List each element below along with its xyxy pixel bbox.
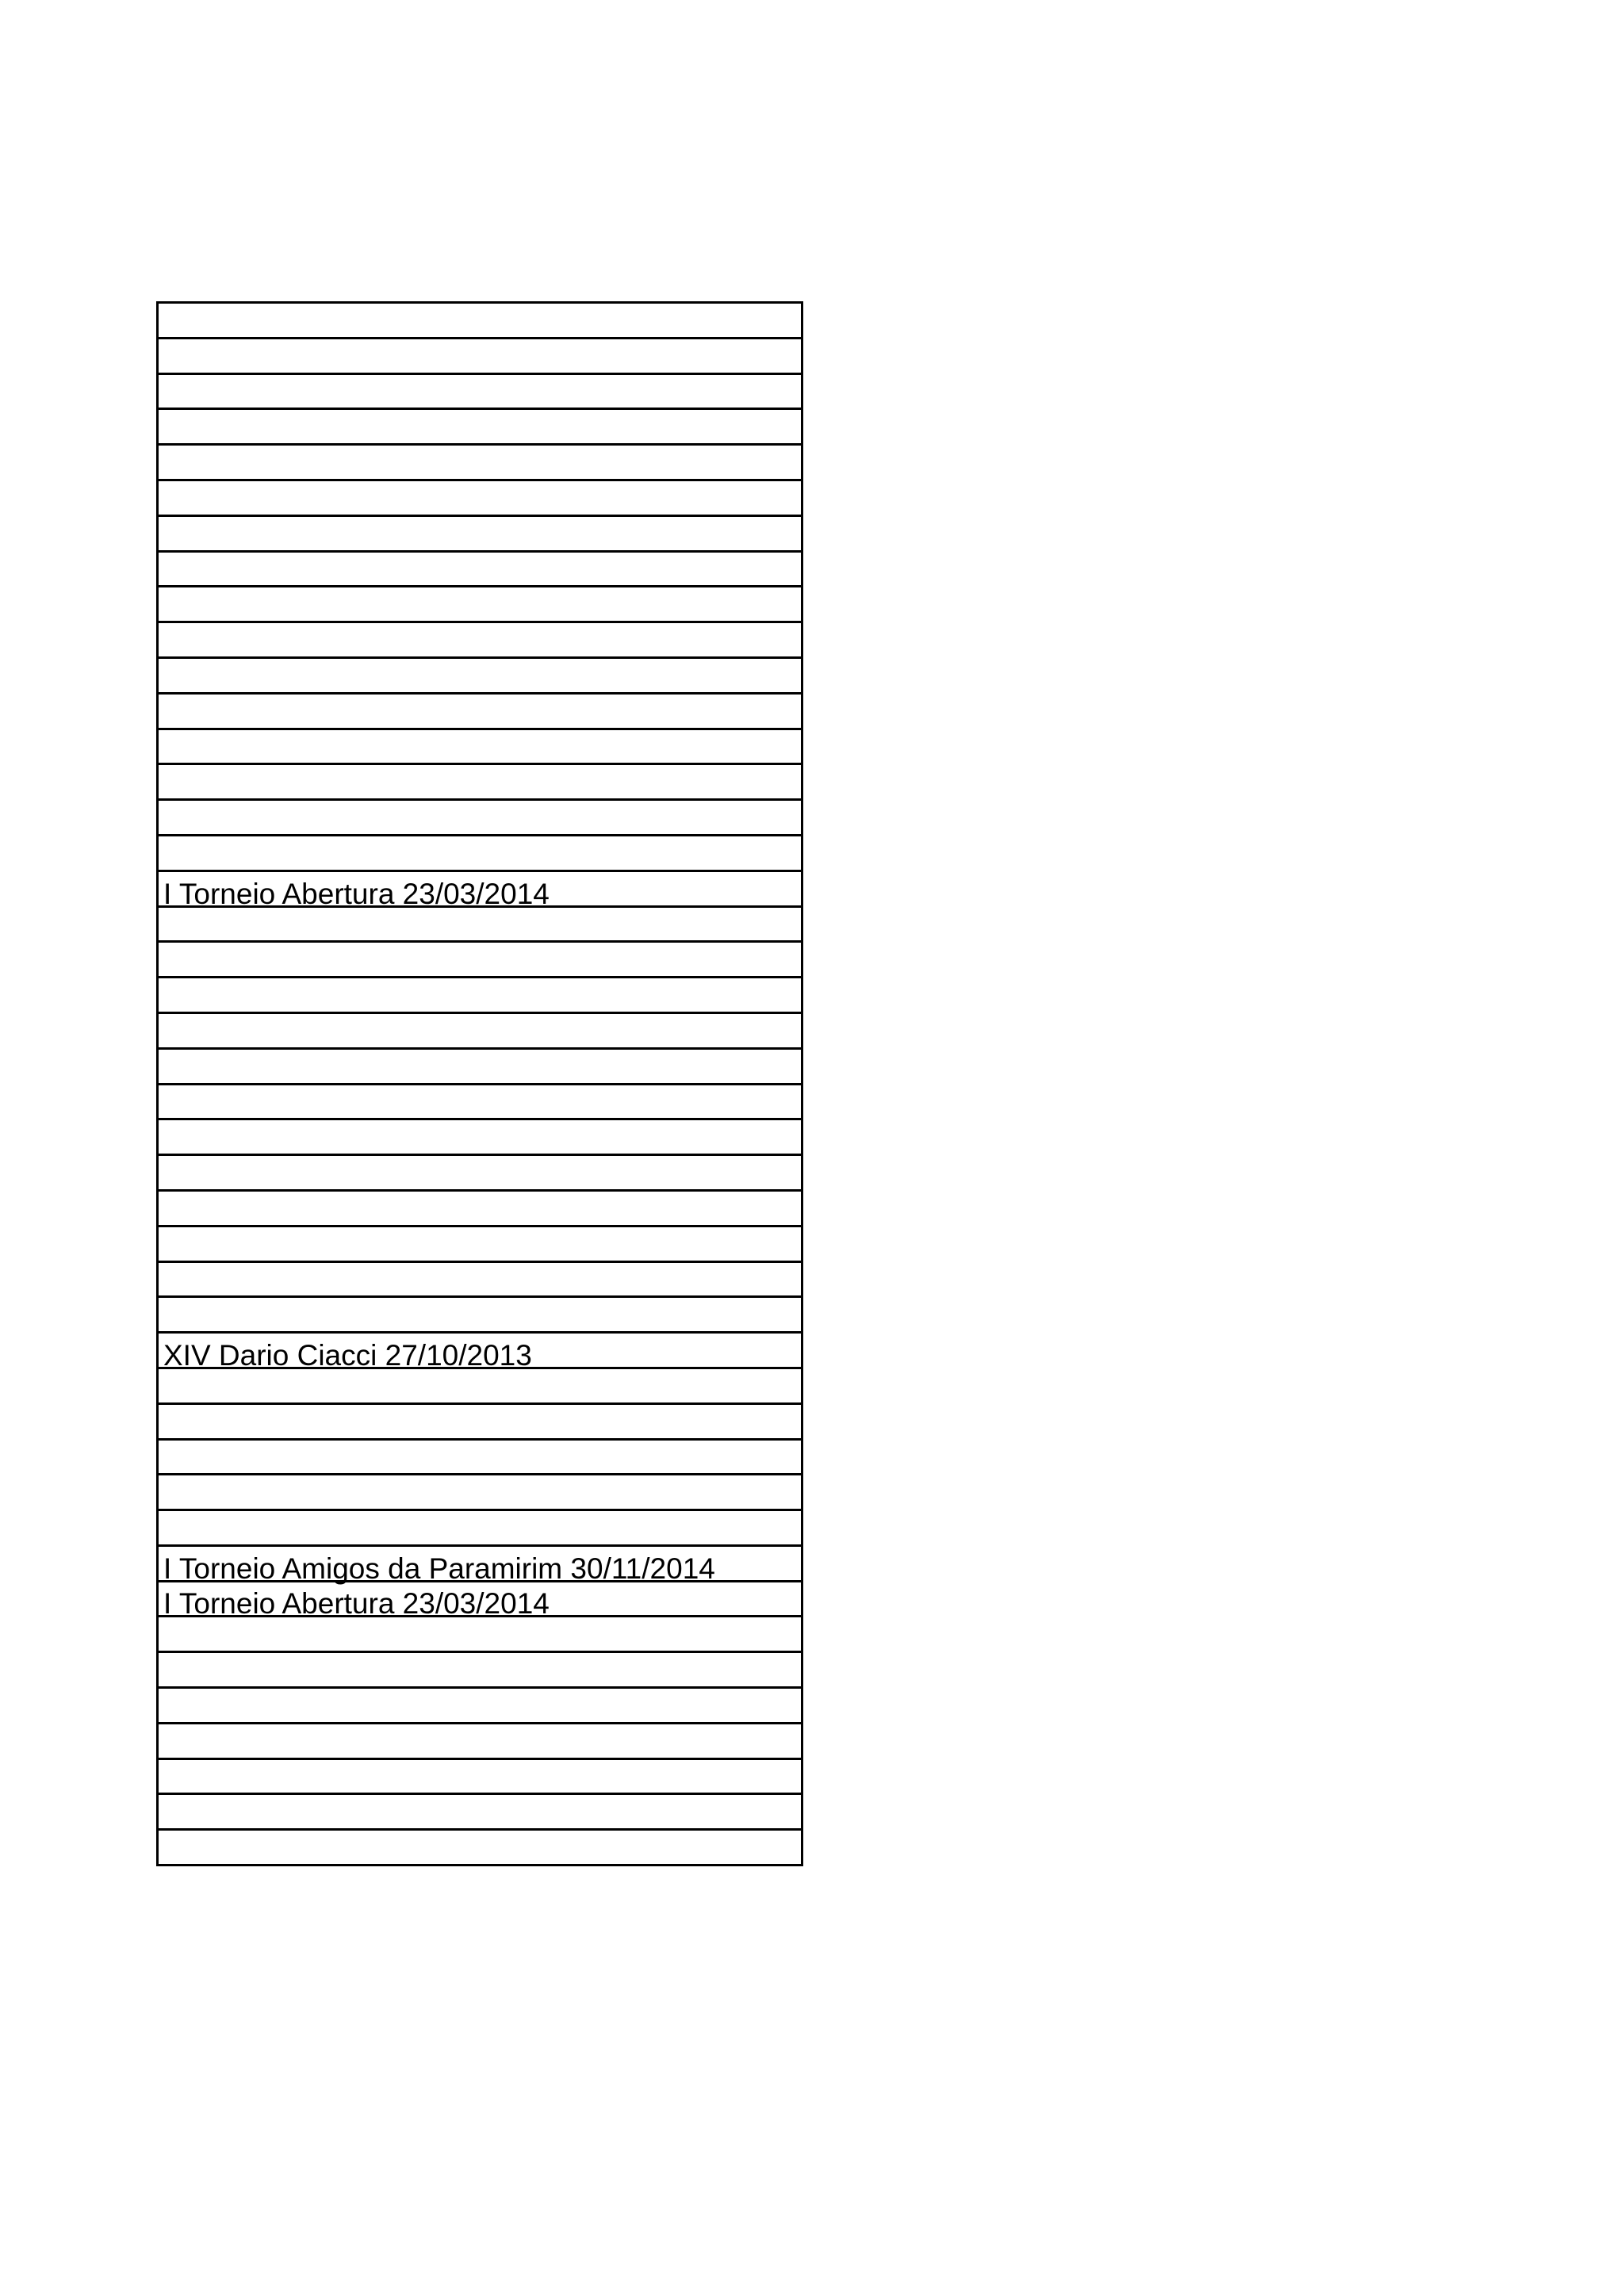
table-cell <box>158 1723 802 1758</box>
table-cell <box>158 1297 802 1333</box>
table-cell <box>158 693 802 729</box>
table-cell <box>158 551 802 587</box>
table-cell <box>158 835 802 871</box>
table-cell <box>158 1261 802 1297</box>
table-row <box>158 1723 802 1758</box>
table-cell <box>158 1545 802 1585</box>
table-row <box>158 871 802 906</box>
table-cell <box>158 587 802 622</box>
table-row <box>158 373 802 409</box>
table-row <box>158 1475 802 1510</box>
table-row <box>158 1048 802 1084</box>
table-cell <box>158 1758 802 1794</box>
table-cell <box>158 373 802 409</box>
table-row <box>158 1688 802 1724</box>
table-row <box>158 1084 802 1119</box>
table-row <box>158 764 802 800</box>
table-cell <box>158 1688 802 1724</box>
table-cell <box>158 445 802 480</box>
table-row <box>158 409 802 445</box>
cell-text: I Torneio Amigos da Paramirim 30/11/2014 <box>163 1552 715 1585</box>
table-row <box>158 1510 802 1546</box>
table-row <box>158 657 802 693</box>
table-cell <box>158 1084 802 1119</box>
table-cell <box>158 906 802 942</box>
table-row <box>158 480 802 515</box>
table-cell <box>158 1617 802 1652</box>
table-cell <box>158 515 802 551</box>
table-row <box>158 587 802 622</box>
table-cell <box>158 764 802 800</box>
table-cell <box>158 871 802 910</box>
table-row <box>158 978 802 1013</box>
table-cell <box>158 1190 802 1226</box>
table-row <box>158 835 802 871</box>
table-cell <box>158 480 802 515</box>
table-row <box>158 1333 802 1368</box>
table-cell <box>158 1830 802 1866</box>
table-cell <box>158 303 802 339</box>
table-cell <box>158 800 802 836</box>
table-row <box>158 693 802 729</box>
table-row <box>158 1439 802 1475</box>
table-row <box>158 942 802 978</box>
table-row <box>158 906 802 942</box>
table-cell <box>158 1439 802 1475</box>
table-cell <box>158 1581 802 1621</box>
table-cell <box>158 1652 802 1688</box>
table-row <box>158 445 802 480</box>
table-row <box>158 1012 802 1048</box>
table-cell <box>158 657 802 693</box>
table-row <box>158 338 802 373</box>
table-cell <box>158 978 802 1013</box>
table-row <box>158 1652 802 1688</box>
table-cell <box>158 338 802 373</box>
table-cell <box>158 1155 802 1191</box>
table-cell <box>158 1368 802 1403</box>
table-row <box>158 1403 802 1439</box>
table-cell <box>158 1226 802 1261</box>
table-row <box>158 1119 802 1155</box>
table-row <box>158 303 802 339</box>
table-cell <box>158 729 802 764</box>
table-cell <box>158 1333 802 1372</box>
table-row <box>158 729 802 764</box>
cell-text: I Torneio Abertura 23/03/2014 <box>163 877 550 910</box>
table-cell <box>158 1012 802 1048</box>
table-row <box>158 1155 802 1191</box>
table-row <box>158 1226 802 1261</box>
table-row <box>158 1545 802 1581</box>
table-cell <box>158 1475 802 1510</box>
table-cell <box>158 622 802 658</box>
table-row <box>158 1758 802 1794</box>
table-cell <box>158 1119 802 1155</box>
table-row <box>158 800 802 836</box>
table-cell <box>158 942 802 978</box>
cell-text: XIV Dario Ciacci 27/10/2013 <box>163 1338 532 1372</box>
table-row <box>158 515 802 551</box>
table-row <box>158 1368 802 1403</box>
table-row <box>158 1617 802 1652</box>
table-cell <box>158 409 802 445</box>
table-cell <box>158 1403 802 1439</box>
tournament-list-table <box>156 301 803 1866</box>
table-cell <box>158 1510 802 1546</box>
table-row <box>158 1830 802 1866</box>
table-row <box>158 1581 802 1617</box>
table-row <box>158 1261 802 1297</box>
table-body <box>158 303 802 1866</box>
table-cell <box>158 1794 802 1830</box>
table-row <box>158 1297 802 1333</box>
table-row <box>158 1794 802 1830</box>
table-row <box>158 1190 802 1226</box>
cell-text: I Torneio Abertura 23/03/2014 <box>163 1587 550 1621</box>
table-row <box>158 551 802 587</box>
table-row <box>158 622 802 658</box>
table-cell <box>158 1048 802 1084</box>
